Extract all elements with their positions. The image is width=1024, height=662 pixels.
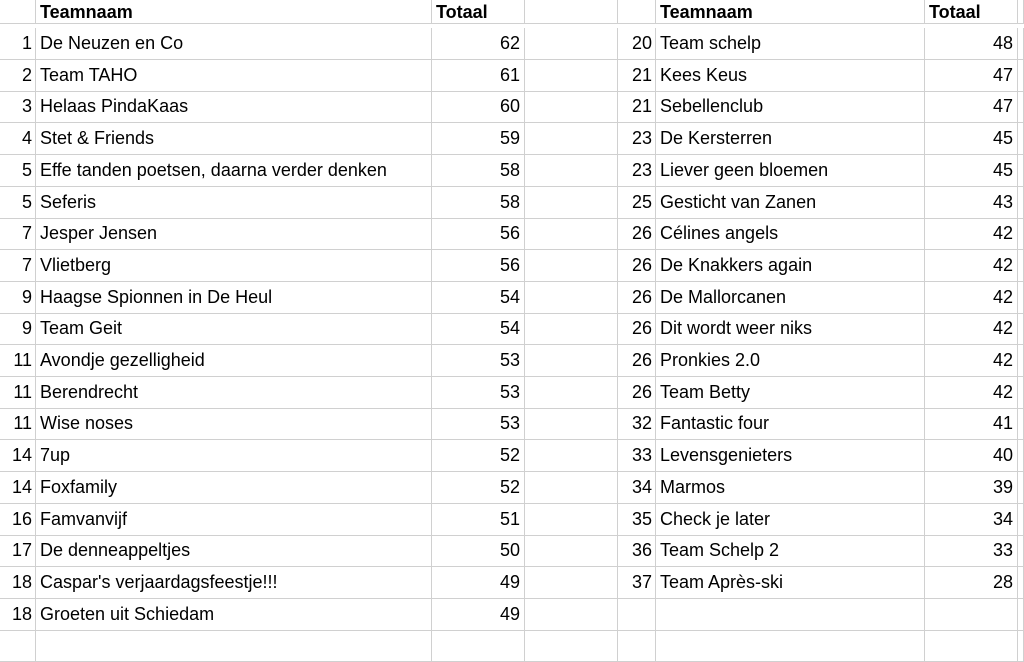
left-rank-cell[interactable]: 11 xyxy=(0,377,36,409)
right-team-name-cell[interactable]: Kees Keus xyxy=(656,60,925,92)
right-team-name-cell[interactable]: Team Après-ski xyxy=(656,567,925,599)
left-totaal-header[interactable]: Totaal xyxy=(432,0,525,24)
empty-cell[interactable] xyxy=(525,440,618,472)
edge-cell[interactable] xyxy=(1018,504,1024,536)
edge-cell[interactable] xyxy=(1018,218,1024,250)
edge-cell[interactable] xyxy=(1018,28,1024,60)
empty-cell[interactable] xyxy=(525,504,618,536)
right-total-cell[interactable]: 39 xyxy=(925,472,1018,504)
right-team-name-cell[interactable]: Fantastic four xyxy=(656,408,925,440)
right-totaal-header[interactable]: Totaal xyxy=(925,0,1018,24)
left-total-cell[interactable] xyxy=(432,630,525,662)
right-rank-cell[interactable] xyxy=(618,630,656,662)
left-total-cell[interactable]: 51 xyxy=(432,504,525,536)
right-team-name-cell[interactable]: Célines angels xyxy=(656,218,925,250)
empty-cell[interactable] xyxy=(525,60,618,92)
left-team-name-cell[interactable]: Team Geit xyxy=(36,313,432,345)
right-total-cell[interactable]: 42 xyxy=(925,282,1018,314)
left-total-cell[interactable]: 53 xyxy=(432,408,525,440)
empty-cell[interactable] xyxy=(525,535,618,567)
right-rank-cell[interactable]: 26 xyxy=(618,377,656,409)
left-total-cell[interactable]: 60 xyxy=(432,91,525,123)
right-team-name-cell[interactable]: Team Betty xyxy=(656,377,925,409)
left-teamnaam-header[interactable]: Teamnaam xyxy=(36,0,432,24)
left-team-name-cell[interactable]: Stet & Friends xyxy=(36,123,432,155)
row-header-cell[interactable] xyxy=(0,0,36,24)
right-total-cell[interactable]: 41 xyxy=(925,408,1018,440)
left-rank-cell[interactable]: 3 xyxy=(0,91,36,123)
left-rank-cell[interactable]: 5 xyxy=(0,155,36,187)
edge-cell[interactable] xyxy=(1018,440,1024,472)
edge-header-cell[interactable] xyxy=(1018,0,1024,24)
right-team-name-cell[interactable]: Check je later xyxy=(656,504,925,536)
right-team-name-cell[interactable]: Levensgenieters xyxy=(656,440,925,472)
left-rank-cell[interactable]: 7 xyxy=(0,218,36,250)
edge-cell[interactable] xyxy=(1018,123,1024,155)
edge-cell[interactable] xyxy=(1018,472,1024,504)
left-team-name-cell[interactable]: Team TAHO xyxy=(36,60,432,92)
left-team-name-cell[interactable]: Groeten uit Schiedam xyxy=(36,599,432,631)
right-total-cell[interactable]: 47 xyxy=(925,60,1018,92)
right-rank-cell[interactable]: 25 xyxy=(618,187,656,219)
right-team-name-cell[interactable]: De Kersterren xyxy=(656,123,925,155)
left-team-name-cell[interactable]: Vlietberg xyxy=(36,250,432,282)
right-team-name-cell[interactable] xyxy=(656,630,925,662)
left-total-cell[interactable]: 52 xyxy=(432,472,525,504)
empty-cell[interactable] xyxy=(525,123,618,155)
right-total-cell[interactable]: 34 xyxy=(925,504,1018,536)
left-rank-cell[interactable]: 11 xyxy=(0,408,36,440)
left-team-name-cell[interactable]: Wise noses xyxy=(36,408,432,440)
left-team-name-cell[interactable]: Berendrecht xyxy=(36,377,432,409)
left-total-cell[interactable]: 62 xyxy=(432,28,525,60)
left-total-cell[interactable]: 58 xyxy=(432,187,525,219)
empty-cell[interactable] xyxy=(525,282,618,314)
right-team-name-cell[interactable]: Marmos xyxy=(656,472,925,504)
left-total-cell[interactable]: 53 xyxy=(432,345,525,377)
right-team-name-cell[interactable]: Liever geen bloemen xyxy=(656,155,925,187)
edge-cell[interactable] xyxy=(1018,599,1024,631)
right-team-name-cell[interactable]: De Knakkers again xyxy=(656,250,925,282)
edge-cell[interactable] xyxy=(1018,377,1024,409)
right-rank-cell[interactable]: 20 xyxy=(618,28,656,60)
right-total-cell[interactable]: 42 xyxy=(925,218,1018,250)
left-rank-cell[interactable]: 18 xyxy=(0,599,36,631)
empty-cell[interactable] xyxy=(525,218,618,250)
left-rank-cell[interactable]: 16 xyxy=(0,504,36,536)
left-total-cell[interactable]: 61 xyxy=(432,60,525,92)
right-rank-cell[interactable]: 23 xyxy=(618,155,656,187)
left-total-cell[interactable]: 52 xyxy=(432,440,525,472)
left-total-cell[interactable]: 56 xyxy=(432,218,525,250)
right-total-cell[interactable]: 47 xyxy=(925,91,1018,123)
left-total-cell[interactable]: 50 xyxy=(432,535,525,567)
right-rank-cell[interactable]: 23 xyxy=(618,123,656,155)
right-total-cell[interactable] xyxy=(925,599,1018,631)
right-rank-cell[interactable]: 37 xyxy=(618,567,656,599)
right-total-cell[interactable]: 43 xyxy=(925,187,1018,219)
left-rank-cell[interactable]: 1 xyxy=(0,28,36,60)
empty-header-cell[interactable] xyxy=(525,0,618,24)
left-total-cell[interactable]: 56 xyxy=(432,250,525,282)
right-rank-cell[interactable]: 21 xyxy=(618,91,656,123)
left-rank-cell[interactable]: 4 xyxy=(0,123,36,155)
left-total-cell[interactable]: 49 xyxy=(432,567,525,599)
right-rank-cell[interactable]: 33 xyxy=(618,440,656,472)
right-rank-cell[interactable] xyxy=(618,599,656,631)
left-rank-cell[interactable]: 9 xyxy=(0,282,36,314)
right-total-cell[interactable]: 40 xyxy=(925,440,1018,472)
empty-cell[interactable] xyxy=(525,250,618,282)
left-rank-cell[interactable]: 11 xyxy=(0,345,36,377)
left-rank-cell[interactable]: 9 xyxy=(0,313,36,345)
right-total-cell[interactable]: 48 xyxy=(925,28,1018,60)
edge-cell[interactable] xyxy=(1018,282,1024,314)
empty-cell[interactable] xyxy=(525,630,618,662)
edge-cell[interactable] xyxy=(1018,567,1024,599)
empty-cell[interactable] xyxy=(525,28,618,60)
right-rank-cell[interactable]: 26 xyxy=(618,218,656,250)
left-team-name-cell[interactable] xyxy=(36,630,432,662)
left-rank-cell[interactable]: 18 xyxy=(0,567,36,599)
right-rank-cell[interactable]: 32 xyxy=(618,408,656,440)
right-rank-header-cell[interactable] xyxy=(618,0,656,24)
left-rank-cell[interactable]: 5 xyxy=(0,187,36,219)
empty-cell[interactable] xyxy=(525,345,618,377)
left-total-cell[interactable]: 54 xyxy=(432,313,525,345)
left-rank-cell[interactable]: 14 xyxy=(0,472,36,504)
edge-cell[interactable] xyxy=(1018,408,1024,440)
left-rank-cell[interactable]: 17 xyxy=(0,535,36,567)
edge-cell[interactable] xyxy=(1018,91,1024,123)
right-team-name-cell[interactable]: Sebellenclub xyxy=(656,91,925,123)
right-total-cell[interactable]: 45 xyxy=(925,123,1018,155)
empty-cell[interactable] xyxy=(525,91,618,123)
left-total-cell[interactable]: 54 xyxy=(432,282,525,314)
right-team-name-cell[interactable]: De Mallorcanen xyxy=(656,282,925,314)
left-total-cell[interactable]: 58 xyxy=(432,155,525,187)
edge-cell[interactable] xyxy=(1018,60,1024,92)
left-team-name-cell[interactable]: De Neuzen en Co xyxy=(36,28,432,60)
edge-cell[interactable] xyxy=(1018,155,1024,187)
right-teamnaam-header[interactable]: Teamnaam xyxy=(656,0,925,24)
empty-cell[interactable] xyxy=(525,377,618,409)
left-total-cell[interactable]: 53 xyxy=(432,377,525,409)
edge-cell[interactable] xyxy=(1018,250,1024,282)
edge-cell[interactable] xyxy=(1018,313,1024,345)
left-rank-cell[interactable]: 2 xyxy=(0,60,36,92)
empty-cell[interactable] xyxy=(525,187,618,219)
right-total-cell[interactable]: 42 xyxy=(925,313,1018,345)
left-team-name-cell[interactable]: Haagse Spionnen in De Heul xyxy=(36,282,432,314)
right-team-name-cell[interactable]: Dit wordt weer niks xyxy=(656,313,925,345)
right-total-cell[interactable] xyxy=(925,630,1018,662)
left-rank-cell[interactable]: 14 xyxy=(0,440,36,472)
edge-cell[interactable] xyxy=(1018,187,1024,219)
right-total-cell[interactable]: 42 xyxy=(925,345,1018,377)
right-total-cell[interactable]: 42 xyxy=(925,377,1018,409)
left-total-cell[interactable]: 49 xyxy=(432,599,525,631)
left-team-name-cell[interactable]: 7up xyxy=(36,440,432,472)
right-total-cell[interactable]: 28 xyxy=(925,567,1018,599)
right-rank-cell[interactable]: 26 xyxy=(618,282,656,314)
right-team-name-cell[interactable]: Gesticht van Zanen xyxy=(656,187,925,219)
empty-cell[interactable] xyxy=(525,567,618,599)
right-rank-cell[interactable]: 21 xyxy=(618,60,656,92)
right-team-name-cell[interactable] xyxy=(656,599,925,631)
right-rank-cell[interactable]: 26 xyxy=(618,345,656,377)
right-team-name-cell[interactable]: Pronkies 2.0 xyxy=(656,345,925,377)
right-rank-cell[interactable]: 34 xyxy=(618,472,656,504)
left-team-name-cell[interactable]: Caspar's verjaardagsfeestje!!! xyxy=(36,567,432,599)
edge-cell[interactable] xyxy=(1018,345,1024,377)
empty-cell[interactable] xyxy=(525,155,618,187)
left-team-name-cell[interactable]: De denneappeltjes xyxy=(36,535,432,567)
left-team-name-cell[interactable]: Avondje gezelligheid xyxy=(36,345,432,377)
left-team-name-cell[interactable]: Jesper Jensen xyxy=(36,218,432,250)
left-total-cell[interactable]: 59 xyxy=(432,123,525,155)
right-total-cell[interactable]: 45 xyxy=(925,155,1018,187)
left-team-name-cell[interactable]: Foxfamily xyxy=(36,472,432,504)
left-team-name-cell[interactable]: Helaas PindaKaas xyxy=(36,91,432,123)
right-total-cell[interactable]: 33 xyxy=(925,535,1018,567)
empty-cell[interactable] xyxy=(525,599,618,631)
left-team-name-cell[interactable]: Famvanvijf xyxy=(36,504,432,536)
edge-cell[interactable] xyxy=(1018,630,1024,662)
left-rank-cell[interactable]: 7 xyxy=(0,250,36,282)
right-total-cell[interactable]: 42 xyxy=(925,250,1018,282)
right-team-name-cell[interactable]: Team Schelp 2 xyxy=(656,535,925,567)
right-team-name-cell[interactable]: Team schelp xyxy=(656,28,925,60)
right-rank-cell[interactable]: 35 xyxy=(618,504,656,536)
right-rank-cell[interactable]: 26 xyxy=(618,313,656,345)
empty-cell[interactable] xyxy=(525,313,618,345)
left-team-name-cell[interactable]: Effe tanden poetsen, daarna verder denken xyxy=(36,155,432,187)
empty-cell[interactable] xyxy=(525,408,618,440)
left-team-name-cell[interactable]: Seferis xyxy=(36,187,432,219)
empty-cell[interactable] xyxy=(525,472,618,504)
left-rank-cell[interactable] xyxy=(0,630,36,662)
right-rank-cell[interactable]: 26 xyxy=(618,250,656,282)
edge-cell[interactable] xyxy=(1018,535,1024,567)
right-rank-cell[interactable]: 36 xyxy=(618,535,656,567)
